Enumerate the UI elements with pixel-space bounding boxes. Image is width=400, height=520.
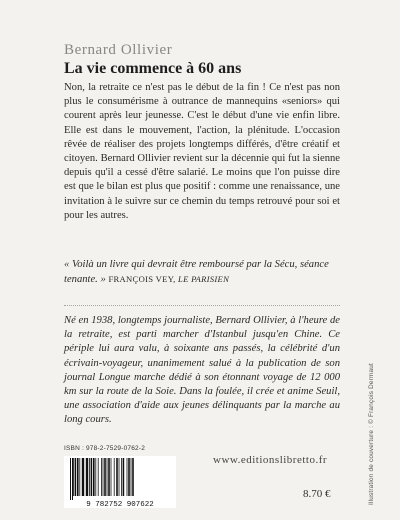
press-quote-paper: LE PARISIEN [178,274,230,285]
press-quote-source [108,274,229,284]
price-label: 8.70 € [303,488,331,500]
author-name: Bernard Ollivier [64,42,173,58]
book-title: La vie commence à 60 ans [64,60,242,77]
press-quote [64,258,340,287]
isbn-label: ISBN : 978-2-7529-0762-2 [64,445,146,452]
blurb-paragraph: Non, la retraite ce n'est pas le début de la fin ! Ce n'est pas non plus le consumérisme à outrance de mannequins «seniors» qui courent après leur jeunesse. C'est le début d'une vie enfin libre. Elle est dans le mouvement, l'action, la plénitude. L'occasion rêvée de réaliser des projets longtemps différés, d'être créatif et citoyen. Bernard Ollivier revient sur la décennie qui fut la sienne depuis qu'il a cessé d'être salarié. Le moins que l'on puisse dire est que le bilan est plus que positif : comme une renaissance, une invitation à le suivre sur ce chemin du temps retrouvé pour soi et pour les autres. [64,82,340,221]
press-quote-text: « Voilà un livre qui devrait être remboursé par la Sécu, séance tenante. » [64,259,329,286]
author-bio: Né en 1938, longtemps journaliste, Bernard Ollivier, à l'heure de la retraite, est parti marcher d'Istanbul jusqu'en Chine. Ce périple lui aura valu, à soixante ans passés, la célébrité d'un écrivain-voyageur, unanimement salué à la publication de son journal Longue marche dédié à son étonnant voyage de 12 000 km sur la route de la Soie. Dans la foulée, il crée et anime Seuil, une association d'aide aux jeunes délinquants par la marche au long cours. [64,315,340,426]
barcode-digits: 9 782752 907622 [86,501,154,508]
ean-barcode [64,456,176,508]
publisher-website: www.editionslibretto.fr [213,454,328,466]
press-quote-author: FRANÇOIS VEY, [108,274,176,285]
dotted-divider [64,305,340,306]
cover-illustration-credit: Illustration de couverture : © François Dermaut [368,363,375,505]
